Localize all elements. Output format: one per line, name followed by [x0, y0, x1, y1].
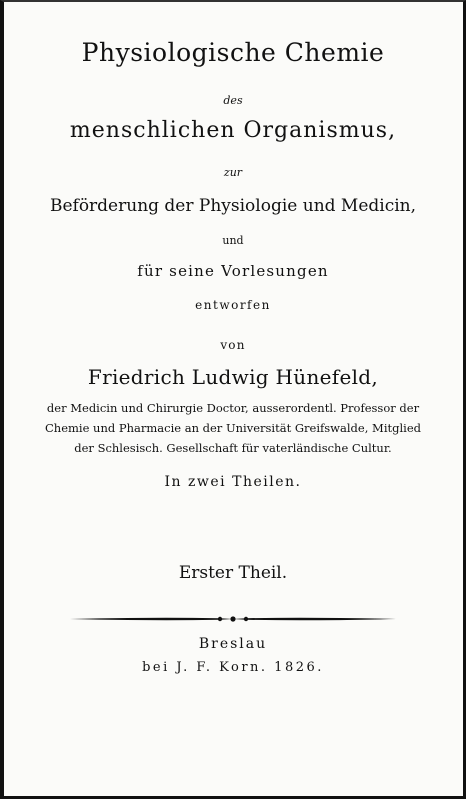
volume-label: Erster Theil. [178, 563, 288, 583]
publisher-imprint: bei J. F. Korn. 1826. [142, 660, 324, 675]
author-description-line-1: der Medicin und Chirurgie Doctor, ausserordentl. Professor der [46, 401, 420, 415]
drafted-line: entworfen [195, 298, 271, 312]
title-connector-des: des [223, 94, 243, 107]
title-connector-zur: zur [223, 166, 243, 179]
parts-count: In zwei Theilen. [164, 474, 302, 490]
author-name: Friedrich Ludwig Hünefeld, [87, 365, 379, 389]
by-line: von [220, 338, 246, 352]
conjunction-und: und [222, 234, 244, 247]
publication-city: Breslau [198, 636, 268, 652]
author-description-line-3: der Schlesisch. Gesellschaft für vaterländische Cultur. [74, 441, 392, 455]
author-description-line-2: Chemie und Pharmacie an der Universität Greifswalde, Mitglied [44, 421, 421, 435]
book-title-line-1: Physiologische Chemie [81, 38, 385, 67]
lectures-line: für seine Vorlesungen [137, 262, 329, 280]
book-subtitle: Beförderung der Physiologie und Medicin, [49, 196, 417, 216]
book-title-line-2: menschlichen Organismus, [69, 118, 397, 143]
ornamental-rule [70, 615, 396, 623]
